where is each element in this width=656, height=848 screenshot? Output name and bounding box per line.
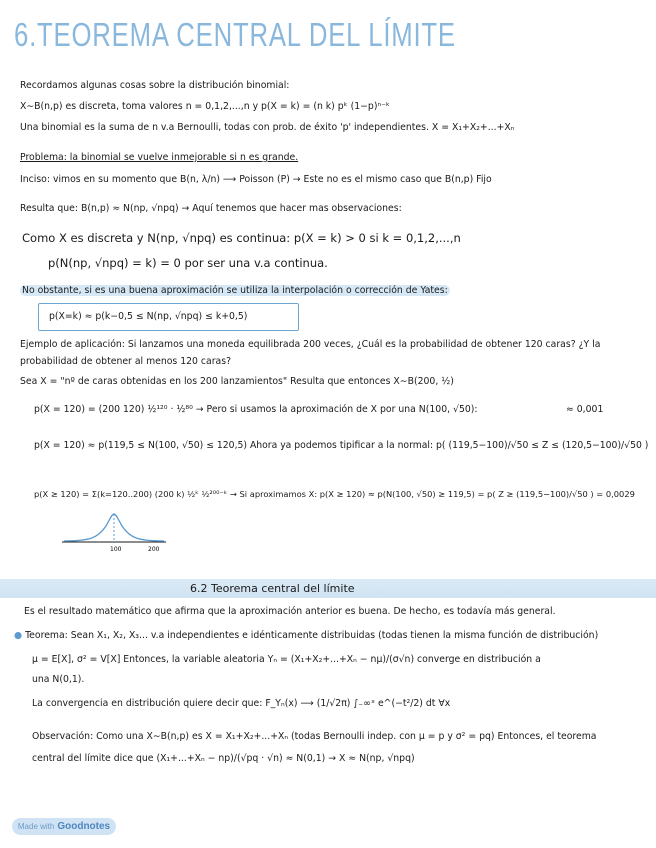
at-least-probability: p(X ≥ 120) = Σ(k=120..200) (200 k) ½ᵏ ½²⁰⁰⁻ᵏ → Si aproximamos X: p(X ≥ 120) ≈ p(N(100, √50) ≥ 119,5) = p( Z ≥ (119,5−100)/√50 ) = 0,0029 — [34, 489, 635, 499]
theorem-line — [14, 630, 598, 642]
discrete-vs-continuous: Como X es discreta y N(np, √npq) es continua: p(X = k) > 0 si k = 0,1,2,...,n — [22, 231, 461, 245]
approx-probability: p(X = 120) ≈ p(119,5 ≤ N(100, √50) ≤ 120,5) Ahora ya podemos tipificar a la normal: p( (119,5−100)/√50 ≤ Z ≤ (120,5−100)/√50 ) — [34, 440, 649, 451]
bullet-icon: ● — [14, 630, 26, 641]
badge-prefix: Made with — [17, 822, 55, 831]
curve-label-right: 200 — [148, 546, 160, 552]
example-setup: Sea X = "nº de caras obtenidas en los 200 lanzamientos" Resulta que entonces X∼B(200, ½) — [20, 376, 454, 387]
distribution-convergence: La convergencia en distribución quiere decir que: F_Yₙ(x) ⟶ (1/√2π) ∫₋∞ˣ e^(−t²/2) dt ∀x — [32, 698, 451, 709]
curve-label-center: 100 — [110, 546, 122, 552]
exact-probability: p(X = 120) = (200 120) ½¹²⁰ · ½⁸⁰ → Pero si usamos la aproximación de X por una N(100, √50): — [34, 404, 478, 415]
badge-brand: Goodnotes — [57, 821, 111, 832]
tcl-statement: Es el resultado matemático que afirma que la aproximación anterior es buena. De hecho, es todavía más general. — [24, 606, 556, 617]
theorem-text: Teorema: Sean X₁, X₂, X₃... v.a independientes e idénticamente distribuidas (todas tienen la misma función de distribución) — [25, 630, 599, 641]
normal-curve-sketch — [60, 510, 170, 552]
normal-approx-statement: Resulta que: B(n,p) ≈ N(np, √npq) → Aquí tenemos que hacer mas observaciones: — [20, 203, 402, 214]
binomial-definition: X∼B(n,p) es discreta, toma valores n = 0,1,2,...,n y p(X = k) = (n k) pᵏ (1−p)ⁿ⁻ᵏ — [20, 101, 391, 112]
page-title: 6.TEOREMA CENTRAL DEL LÍMITE — [14, 16, 456, 53]
goodnotes-badge — [12, 818, 116, 835]
example-line-2: probabilidad de obtener al menos 120 caras? — [20, 356, 232, 367]
exact-probability-result: ≈ 0,001 — [566, 404, 604, 415]
observation-line-2: central del límite dice que (X₁+...+Xₙ − np)/(√pq · √n) ≈ N(0,1) → X ≈ N(np, √npq) — [32, 753, 415, 764]
poisson-aside: Inciso: vimos en su momento que B(n, λ/n) ⟶ Poisson (P) → Este no es el mismo caso que B(n,p) Fijo — [20, 174, 492, 185]
yates-formula-box — [38, 303, 299, 331]
continuous-zero-prob: p(N(np, √npq) = k) = 0 por ser una v.a continua. — [48, 256, 328, 270]
binomial-intro: Recordamos algunas cosas sobre la distribución binomial: — [20, 80, 290, 91]
converges-to-normal: una N(0,1). — [32, 674, 85, 685]
yates-correction-intro — [20, 285, 450, 297]
example-line-1: Ejemplo de aplicación: Si lanzamos una moneda equilibrada 200 veces, ¿Cuál es la probabilidad de obtener 120 caras? ¿Y la — [20, 339, 601, 350]
mean-variance-line: μ = E[X], σ² = V[X] Entonces, la variable aleatoria Yₙ = (X₁+X₂+...+Xₙ − nμ)/(σ√n) converge en distribución a — [32, 654, 541, 665]
observation-line-1: Observación: Como una X∼B(n,p) es X = X₁+X₂+...+Xₙ (todas Bernoulli indep. con μ = p y σ² = pq) Entonces, el teorema — [32, 731, 597, 742]
binomial-as-bernoulli: Una binomial es la suma de n v.a Bernoulli, todas con prob. de éxito 'p' independientes. X = X₁+X₂+...+Xₙ — [20, 122, 515, 133]
section-title: 6.2 Teorema central del límite — [190, 582, 355, 595]
yates-highlight: No obstante, si es una buena aproximación se utiliza la interpolación o corrección de Yates: — [22, 285, 448, 296]
yates-formula: p(X=k) ≈ p(k−0,5 ≤ N(np, √npq) ≤ k+0,5) — [49, 311, 248, 322]
problem-statement: Problema: la binomial se vuelve inmejorable si n es grande. — [20, 152, 299, 163]
